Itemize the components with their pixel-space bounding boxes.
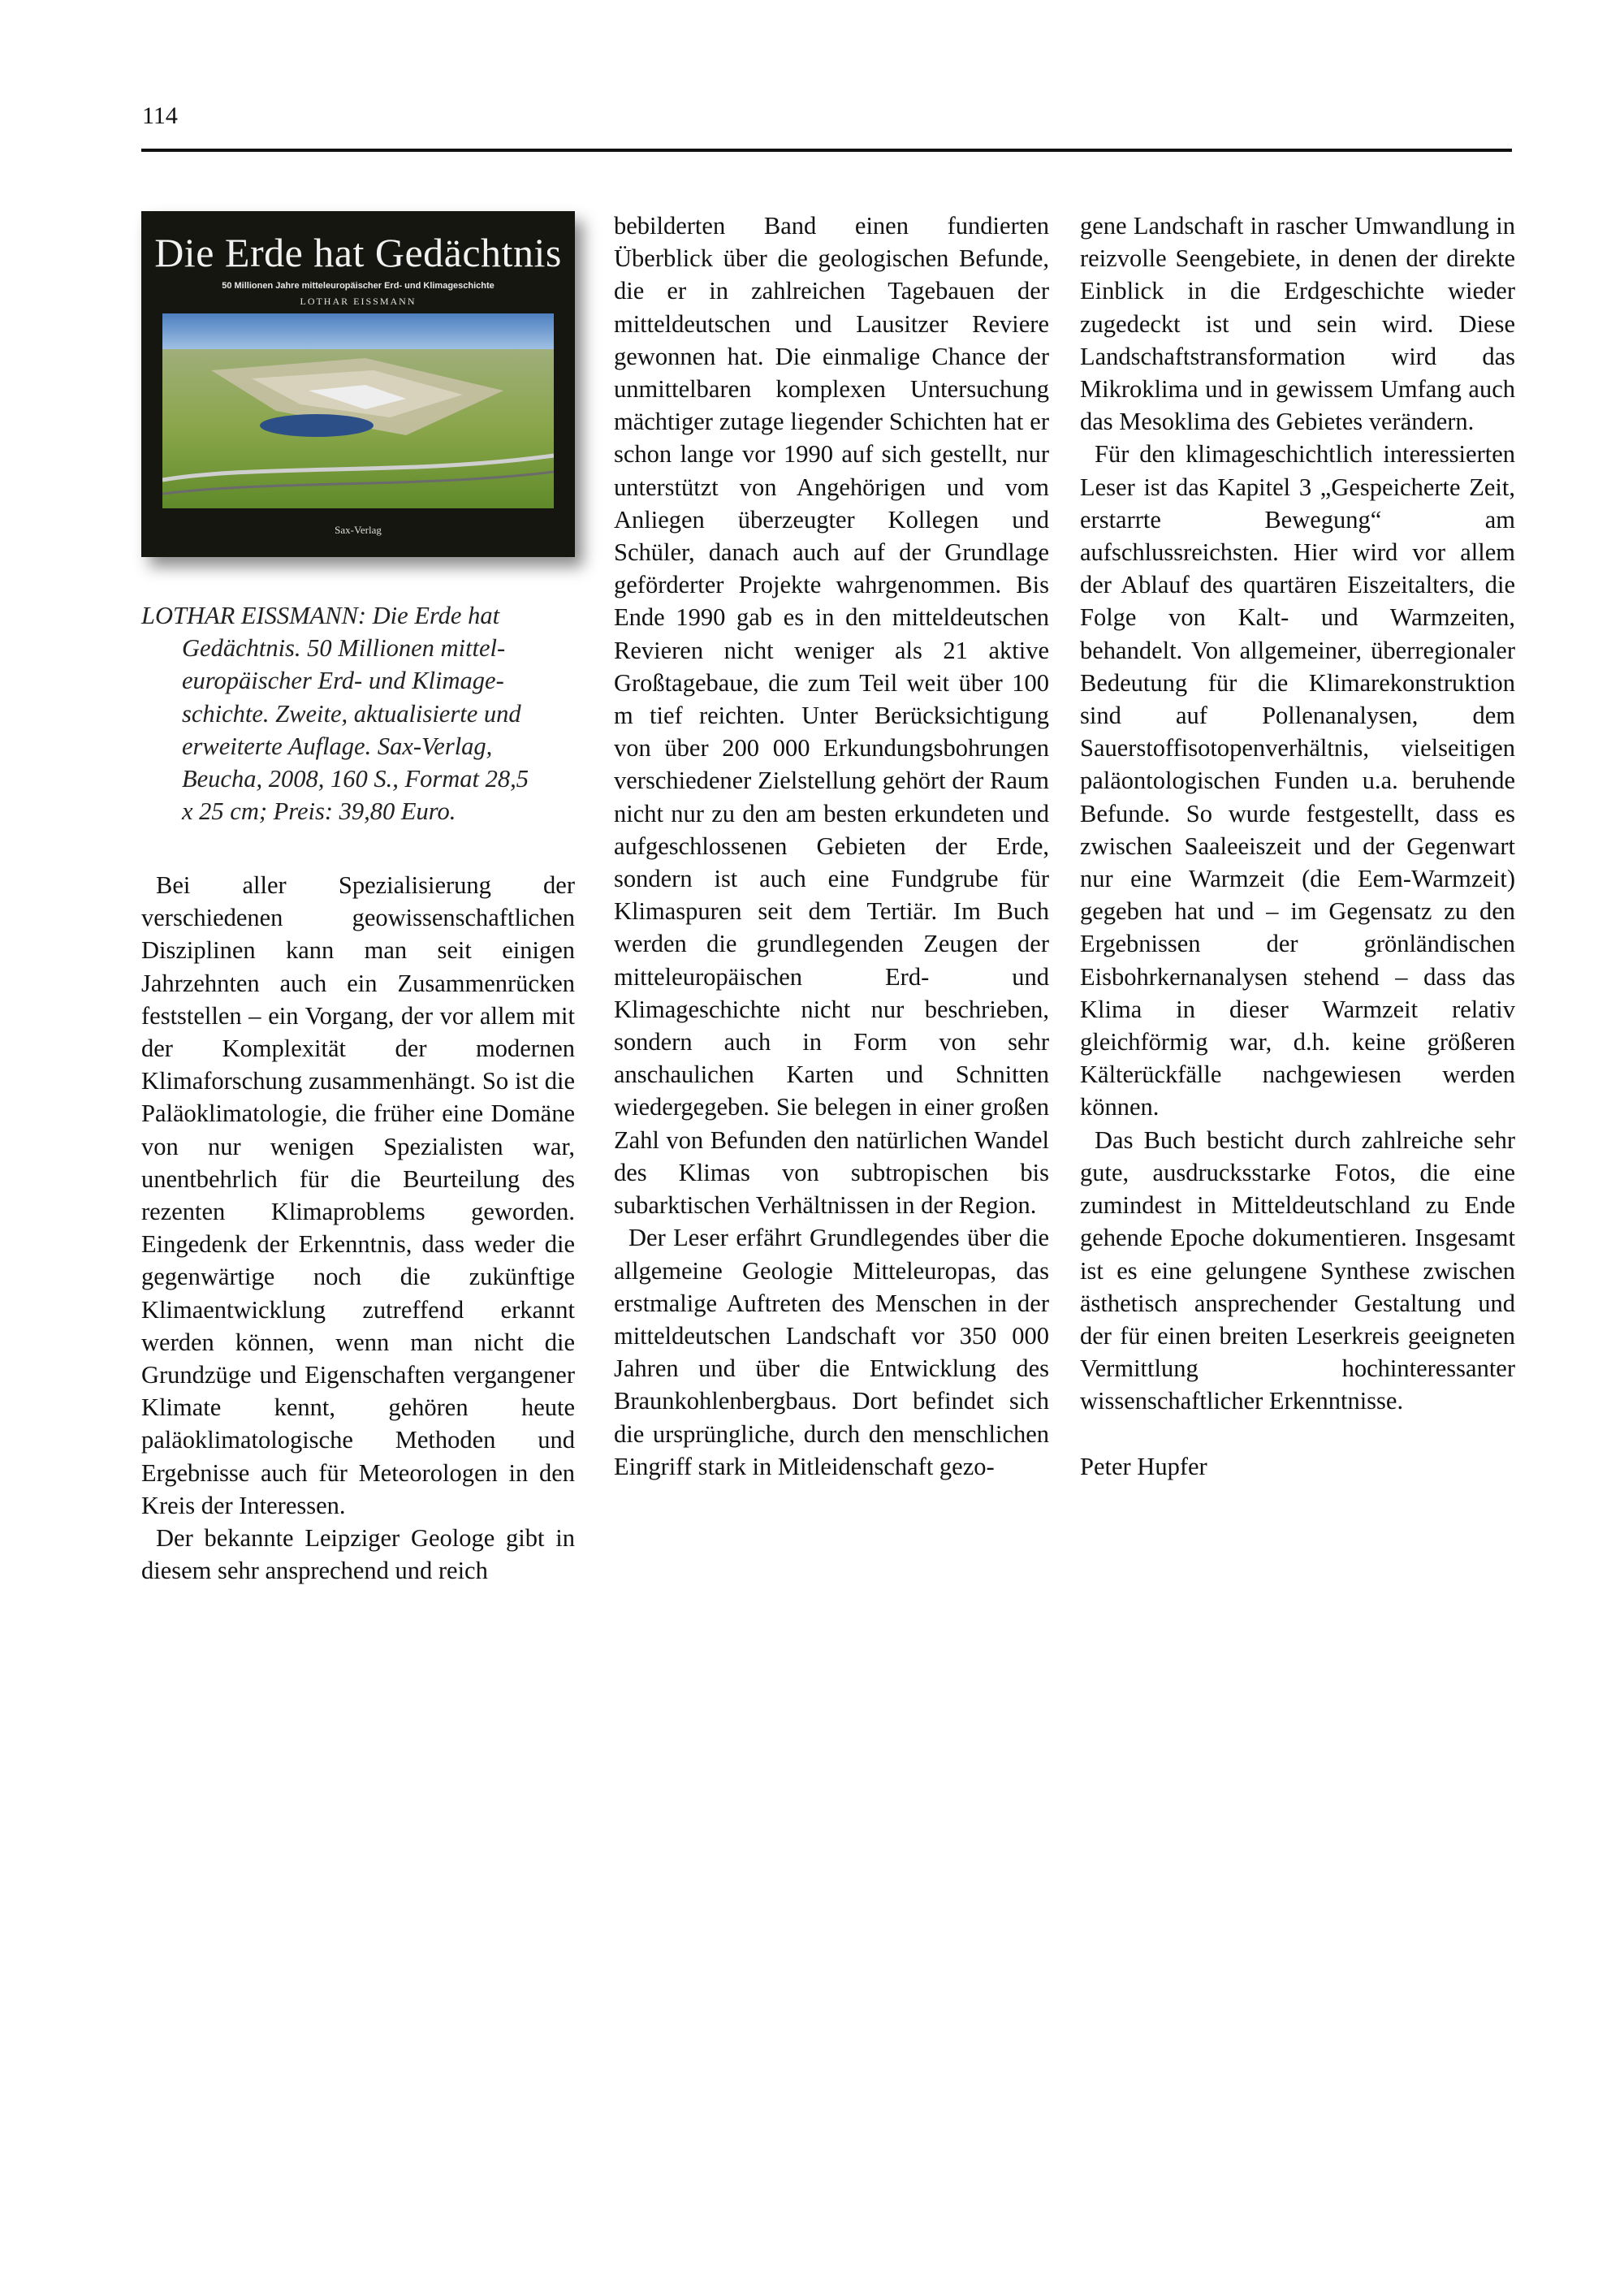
paragraph: gene Landschaft in rascher Umwandlung in reizvolle Seengebiete, in denen der direkte Einblick in die Erdgeschichte wieder zugedeckt ist und sein wird. Diese Landschaftstransformation wird das Mikroklima und in gewissem Umfang auch das Mesoklima des Gebietes verändern. — [1080, 212, 1515, 436]
citation-line: erweiterte Auflage. Sax-Verlag, — [182, 732, 493, 760]
paragraph: Der bekannte Leipziger Geologe gibt in diesem sehr ansprechend und reich — [141, 1524, 575, 1585]
paragraph: Der Leser erfährt Grundlegendes über die allgemeine Geologie Mitteleuropas, das erstmalige Auftreten des Menschen in der mitteldeutschen Landschaft vor 350 000 Jahren und über die Entwicklung des Braunkohlenbergbaus. Dort befindet sich die ursprüngliche, durch den menschlichen Eingriff stark in Mitleidenschaft gezo- — [614, 1224, 1049, 1480]
citation-line: x 25 cm; Preis: 39,80 Euro. — [182, 797, 456, 826]
text-column-3 — [1080, 210, 1515, 1483]
paragraph: Das Buch besticht durch zahlreiche sehr gute, ausdrucksstarke Fotos, die eine zumindest in Mitteldeutschland zu Ende gehende Epoche dokumentieren. Insgesamt ist es eine gelungene Synthese zwischen ästhetisch ansprechender Gestaltung und der für einen breiten Leserkreis geeigneten Vermittlung hochinteressanter wissenschaftlicher Erkenntnisse. — [1080, 1125, 1515, 1415]
cover-title: Die Erde hat Gedächtnis — [154, 230, 562, 275]
citation-line: LOTHAR EISSMANN: Die Erde hat — [141, 602, 500, 629]
paragraph: Bei aller Spezialisierung der verschiedenen geowissenschaftlichen Disziplinen kann man seit einigen Jahrzehnten auch ein Zusammenrücken feststellen – ein Vorgang, der vor allem mit der Komplexität der modernen Klimaforschung zusammenhängt. So ist die Paläoklimatologie, die früher eine Domäne von nur wenigen Spezialisten war, unentbehrlich für die Beurteilung des rezenten Klimaproblems geworden. Eingedenk der Erkenntnis, dass weder die gegenwärtige noch die zukünftige Klimaentwicklung zutreffend erkannt werden können, wenn man nicht die Grundzüge und Eigenschaften vergangener Klimate kennt, gehören heute paläoklimatologische Methoden und Ergebnisse auch für Meteorologen in den Kreis der Interessen. — [141, 871, 575, 1519]
text-column-1 — [141, 869, 575, 1587]
citation-line: Gedächtnis. 50 Millionen mittel- — [182, 634, 506, 663]
citation-line: schichte. Zweite, aktualisierte und — [182, 699, 521, 728]
paragraph: bebilderten Band einen fundierten Überblick über die geologischen Befunde, die er in zahlreichen Tagebauen der mitteldeutschen und Lausitzer Reviere gewonnen hat. Die einmalige Chance der unmittelbaren komplexen Untersuchung mächtiger zutage liegender Schichten hat er schon lange vor 1990 auf sich gestellt, nur unterstützt von Angehörigen und vom Anliegen überzeugter Kollegen und Schüler, danach auch auf der Grundlage geförderter Projekte wahrgenommen. Bis Ende 1990 gab es in den mitteldeutschen Revieren nicht weniger als 21 aktive Großtagebaue, die zum Teil weit über 100 m tief reichten. Unter Berücksichtigung von über 200 000 Erkundungsbohrungen verschiedener Zielstellung gehört der Raum nicht nur zu den am besten erkundeten und aufgeschlossenen Gebieten der Erde, sondern ist auch eine Fundgrube für Klimaspuren seit dem Tertiär. Im Buch werden die grundlegenden Zeugen der mitteleuropäischen Erd- und Klimageschichte nicht nur beschrieben, sondern auch in Form von sehr anschaulichen Karten und Schnitten wiedergegeben. Sie belegen in einer großen Zahl von Befunden den natürlichen Wandel des Klimas von subtropischen bis subarktischen Verhältnissen in der Region. — [614, 212, 1049, 1220]
citation-line: europäischer Erd- und Klimage- — [182, 667, 504, 695]
aerial-mine-photo — [162, 313, 554, 508]
citation-line: Beucha, 2008, 160 S., Format 28,5 — [182, 765, 529, 793]
text-column-2 — [614, 210, 1049, 1483]
book-cover-image — [141, 211, 575, 557]
reviewer-signature: Peter Hupfer — [1080, 1452, 1207, 1480]
page-number: 114 — [142, 102, 178, 129]
cover-subtitle: 50 Millionen Jahre mitteleuropäischer Erd- und Klimageschichte — [222, 281, 495, 291]
paragraph: Für den klimageschichtlich interessierten Leser ist das Kapitel 3 „Gespeicherte Zeit, erstarrte Bewegung“ am aufschlussreichsten. Hier wird vor allem der Ablauf des quartären Eiszeitalters, die Folge von Kalt- und Warmzeiten, behandelt. Von allgemeiner, überregionaler Bedeutung für die Klimarekonstruktion sind auf Pollenanalysen, dem Sauerstoffisotopenverhältnis, vielseitigen paläontologischen Funden u.a. beruhende Befunde. So wurde festgestellt, dass es zwischen Saaleeiszeit und der Gegenwart nur eine Warmzeit (die Eem-Warmzeit) gegeben hat und – im Gegensatz zu den Ergebnissen der grönländischen Eisbohrkernanalysen stehend – dass das Klima in dieser Warmzeit relativ gleichförmig war, d.h. keine größeren Kälterückfälle nachgewiesen werden können. — [1080, 440, 1515, 1121]
header-rule — [141, 149, 1512, 152]
cover-publisher: Sax-Verlag — [335, 524, 382, 536]
cover-author: LOTHAR EISSMANN — [300, 296, 417, 307]
book-citation — [141, 599, 575, 827]
